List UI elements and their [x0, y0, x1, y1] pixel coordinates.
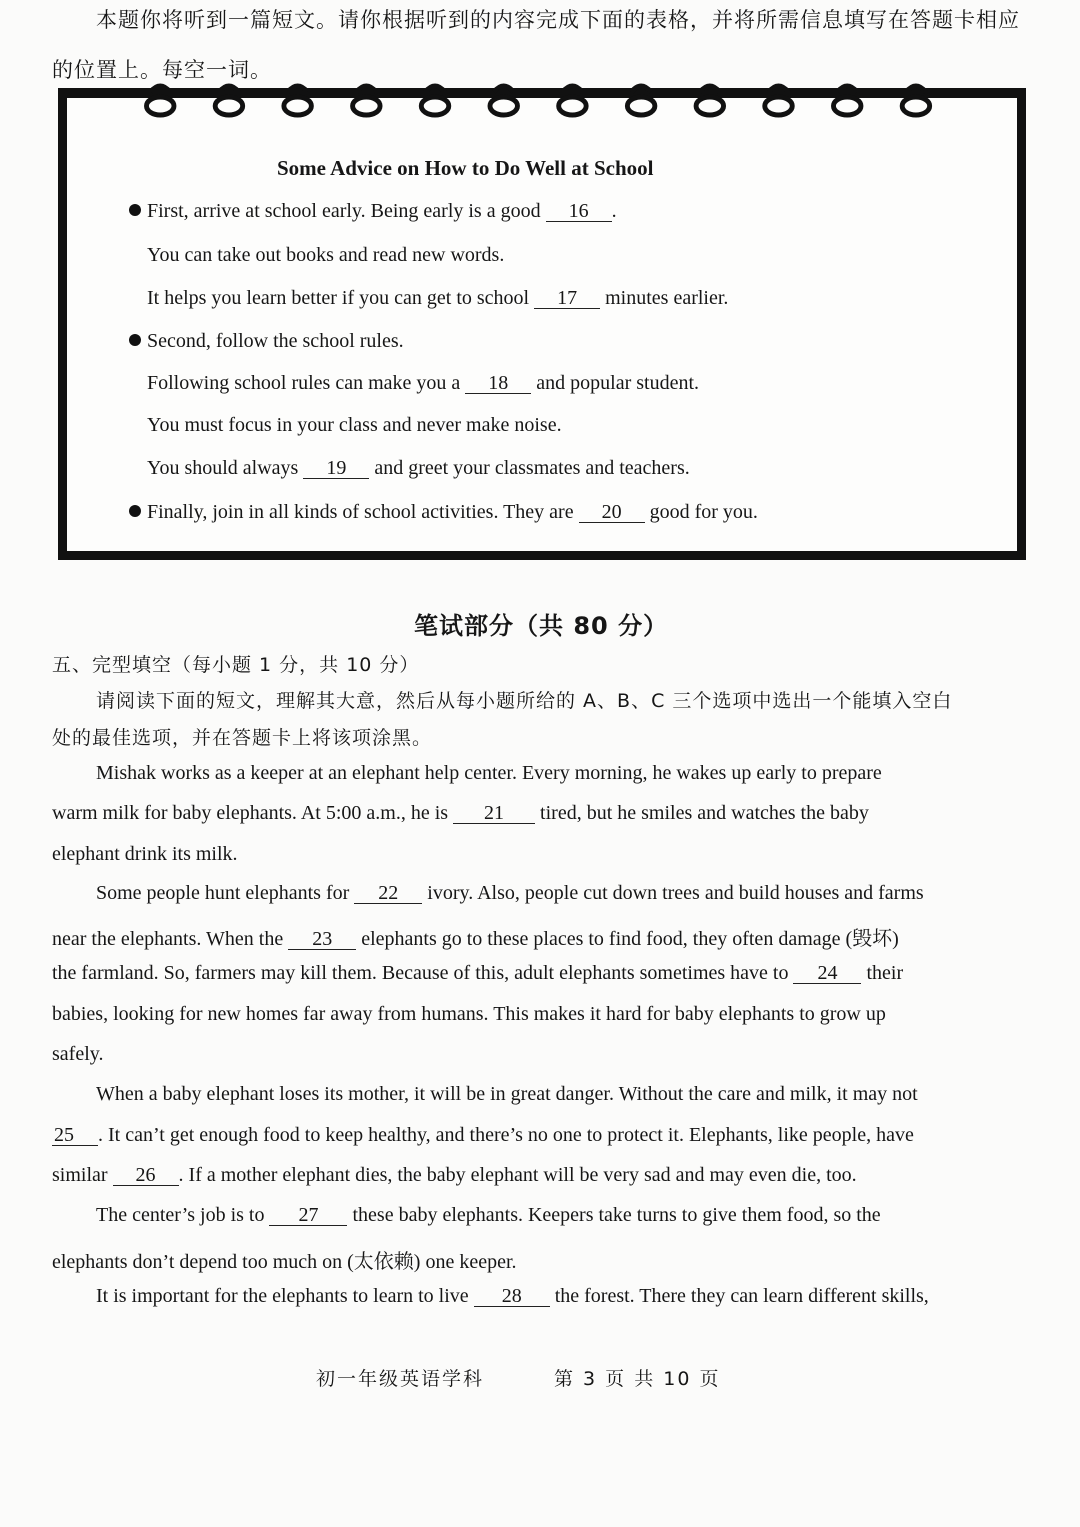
passage-line: Some people hunt elephants for 22 ivory. Also, people cut down trees and build houses and farms — [96, 882, 924, 904]
advice-line-2: You can take out books and read new words. — [147, 244, 505, 266]
part-heading: 五、完型填空（每小题 1 分，共 10 分） — [52, 654, 420, 676]
advice-line-8: Finally, join in all kinds of school activities. They are 20 good for you. — [129, 501, 758, 524]
section-title: 笔试部分（共 80 分） — [414, 612, 669, 640]
advice-line-6: You must focus in your class and never make noise. — [147, 414, 562, 436]
box-title: Some Advice on How to Do Well at School — [277, 156, 654, 180]
blank-19[interactable]: 19 — [303, 458, 369, 479]
blank-24[interactable]: 24 — [793, 963, 861, 984]
blank-18[interactable]: 18 — [465, 373, 531, 394]
passage-line: Mishak works as a keeper at an elephant help center. Every morning, he wakes up early to prepare — [96, 762, 882, 784]
passage-line: near the elephants. When the 23 elephants go to these places to find food, they often damage (毁坏) — [52, 928, 899, 950]
passage-line: elephants don’t depend too much on (太依赖) one keeper. — [52, 1251, 517, 1273]
footer-page-number: 第 3 页 共 10 页 — [554, 1368, 721, 1390]
bullet-icon — [129, 334, 141, 346]
advice-line-4: Second, follow the school rules. — [129, 330, 404, 353]
notebook-rings-icon — [67, 82, 1017, 128]
footer-subject: 初一年级英语学科 — [316, 1368, 485, 1390]
advice-line-7: You should always 19 and greet your classmates and teachers. — [147, 457, 690, 479]
passage-line: The center’s job is to 27 these baby elephants. Keepers take turns to give them food, so the — [96, 1204, 881, 1226]
passage-line: babies, looking for new homes far away from humans. This makes it hard for baby elephants to grow up — [52, 1003, 886, 1025]
blank-22[interactable]: 22 — [354, 883, 422, 904]
intro-line-2: 的位置上。每空一词。 — [52, 58, 272, 82]
blank-20[interactable]: 20 — [579, 502, 645, 523]
instruction-line-2: 处的最佳选项，并在答题卡上将该项涂黑。 — [52, 727, 433, 749]
blank-26[interactable]: 26 — [113, 1165, 179, 1186]
passage-line: warm milk for baby elephants. At 5:00 a.m., he is 21 tired, but he smiles and watches the baby — [52, 802, 869, 824]
passage-line: the farmland. So, farmers may kill them. Because of this, adult elephants sometimes have to 24 their — [52, 962, 904, 984]
advice-line-3: It helps you learn better if you can get to school 17 minutes earlier. — [147, 287, 729, 309]
advice-line-5: Following school rules can make you a 18 and popular student. — [147, 372, 700, 394]
instruction-line-1: 请阅读下面的短文，理解其大意，然后从每小题所给的 A、B、C 三个选项中选出一个能填入空白 — [96, 690, 953, 712]
blank-23[interactable]: 23 — [288, 929, 356, 950]
passage-line: safely. — [52, 1043, 104, 1065]
blank-25[interactable]: 25 — [52, 1125, 98, 1146]
passage-line: When a baby elephant loses its mother, it will be in great danger. Without the care and milk, it may not — [96, 1083, 918, 1105]
advice-line-1: First, arrive at school early. Being early is a good 16 . — [129, 200, 617, 223]
passage-line: It is important for the elephants to learn to live 28 the forest. There they can learn different skills, — [96, 1285, 929, 1307]
blank-27[interactable]: 27 — [269, 1205, 347, 1226]
bullet-icon — [129, 505, 141, 517]
intro-line-1: 本题你将听到一篇短文。请你根据听到的内容完成下面的表格，并将所需信息填写在答题卡相应 — [96, 8, 1020, 32]
passage-line: elephant drink its milk. — [52, 843, 238, 865]
passage-line: similar 26 . If a mother elephant dies, the baby elephant will be very sad and may even die, too. — [52, 1164, 857, 1186]
blank-21[interactable]: 21 — [453, 803, 535, 824]
blank-17[interactable]: 17 — [534, 288, 600, 309]
listening-table-box — [58, 88, 1026, 560]
passage-line: 25 . It can’t get enough food to keep healthy, and there’s no one to protect it. Elephants, like people, have — [54, 1124, 914, 1146]
bullet-icon — [129, 204, 141, 216]
blank-16[interactable]: 16 — [546, 201, 612, 222]
blank-28[interactable]: 28 — [474, 1286, 550, 1307]
